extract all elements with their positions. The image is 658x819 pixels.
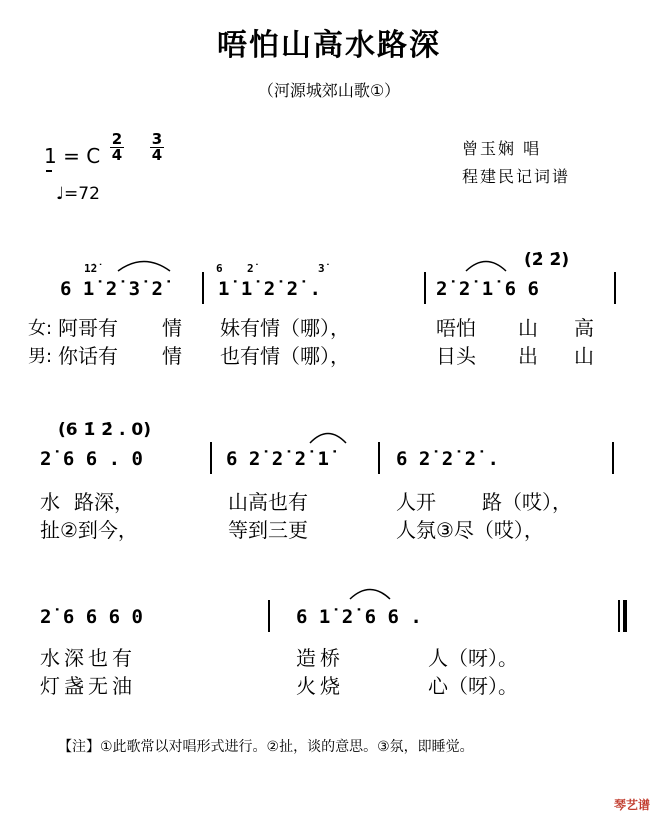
notation-measure: 6 1̇ 2̇ 6 6 . <box>296 606 422 628</box>
notation-measure: 6 2̇ 2̇ 2̇ . <box>396 448 499 470</box>
barline <box>378 442 380 474</box>
key-underline <box>46 170 52 172</box>
lyric-text: 水深也有 <box>40 646 136 670</box>
slur <box>116 258 172 272</box>
lyric-text: 山高也有 <box>228 490 308 514</box>
time-signature-2-4: 2 4 <box>111 130 123 164</box>
slur <box>464 258 508 272</box>
lyric-text: 你话有 <box>58 344 118 368</box>
notation-measure: 6 1̇ 2̇ 3̇ 2̇ <box>60 278 163 300</box>
song-subtitle: （河源城郊山歌①） <box>257 81 401 100</box>
barline <box>202 272 204 304</box>
grace-notes: 3̇ <box>318 262 325 275</box>
tempo-marking: ♩=72 <box>56 184 100 204</box>
male-label: 男: <box>28 346 53 367</box>
barline <box>612 442 614 474</box>
lyric-text: 造桥 <box>296 646 344 670</box>
notation-measure: 2̇ 2̇ 1̇ 6 6 <box>436 278 539 300</box>
singer-credit: 曾玉娴 唱 <box>462 139 542 158</box>
lyric-text: 山 <box>518 316 538 340</box>
notation-measure: 2̇ 6 6 6 0 <box>40 606 143 628</box>
barline <box>614 272 616 304</box>
barline <box>268 600 270 632</box>
lyric-text: 情 <box>162 316 182 340</box>
lyric-text: 山 <box>574 344 594 368</box>
slur <box>348 586 392 600</box>
lyric-text: 情 <box>162 344 182 368</box>
grace-notes: 6 <box>216 262 223 275</box>
lyric-text: 出 <box>518 344 538 368</box>
lyric-text: 日头 <box>436 344 476 368</box>
lyric-text: 路深， <box>74 490 134 514</box>
barline <box>424 272 426 304</box>
lyric-text: 路（哎）， <box>482 490 572 514</box>
lyric-text: 人开 <box>396 490 436 514</box>
lyric-text: 灯盏无油 <box>40 674 136 698</box>
song-title: 唔怕山高水路深 <box>217 28 441 63</box>
recorder-credit: 程建民记词谱 <box>462 167 571 186</box>
lyric-text: 人（呀）。 <box>428 646 518 670</box>
slur <box>308 430 348 444</box>
lyric-text: 等到三更 <box>228 518 308 542</box>
lyric-text: 人氛③尽（哎）， <box>396 518 544 542</box>
lyric-text: 唔怕 <box>436 316 476 340</box>
lyric-text: 也有情（哪）， <box>220 344 350 368</box>
footnote: 【注】①此歌常以对唱形式进行。②扯，谈的意思。③氛，即睡觉。 <box>58 739 474 755</box>
lyric-text: 心（呀）。 <box>428 674 518 698</box>
lyric-text: 水 <box>40 490 60 514</box>
barline <box>618 600 620 632</box>
final-barline <box>623 600 627 632</box>
notation-measure: 6 2̇ 2̇ 2̇ 1̇ <box>226 448 329 470</box>
grace-notes: 2̇ <box>247 262 254 275</box>
lyric-text: 妹有情（哪）， <box>220 316 350 340</box>
lyric-text: 火烧 <box>296 674 344 698</box>
key-signature: 1 = C <box>44 144 101 168</box>
alternate-notes: (2̇ 2̇) <box>524 250 570 270</box>
barline <box>210 442 212 474</box>
notation-measure: 2̇ 6 6 . 0 <box>40 448 143 470</box>
lyric-text: 高 <box>574 316 594 340</box>
grace-notes: 1̇2̇ <box>84 262 98 275</box>
lyric-text: 扯②到今， <box>40 518 138 542</box>
lyric-text: 阿哥有 <box>58 316 118 340</box>
notation-measure: 1̇ 1̇ 2̇ 2̇ . <box>218 278 321 300</box>
alternate-notes: (6 1̇ 2̇ . 0) <box>58 420 151 440</box>
time-signature-3-4: 3 4 <box>151 130 163 164</box>
female-label: 女: <box>28 318 53 339</box>
watermark-logo: 琴艺谱 <box>613 798 650 812</box>
